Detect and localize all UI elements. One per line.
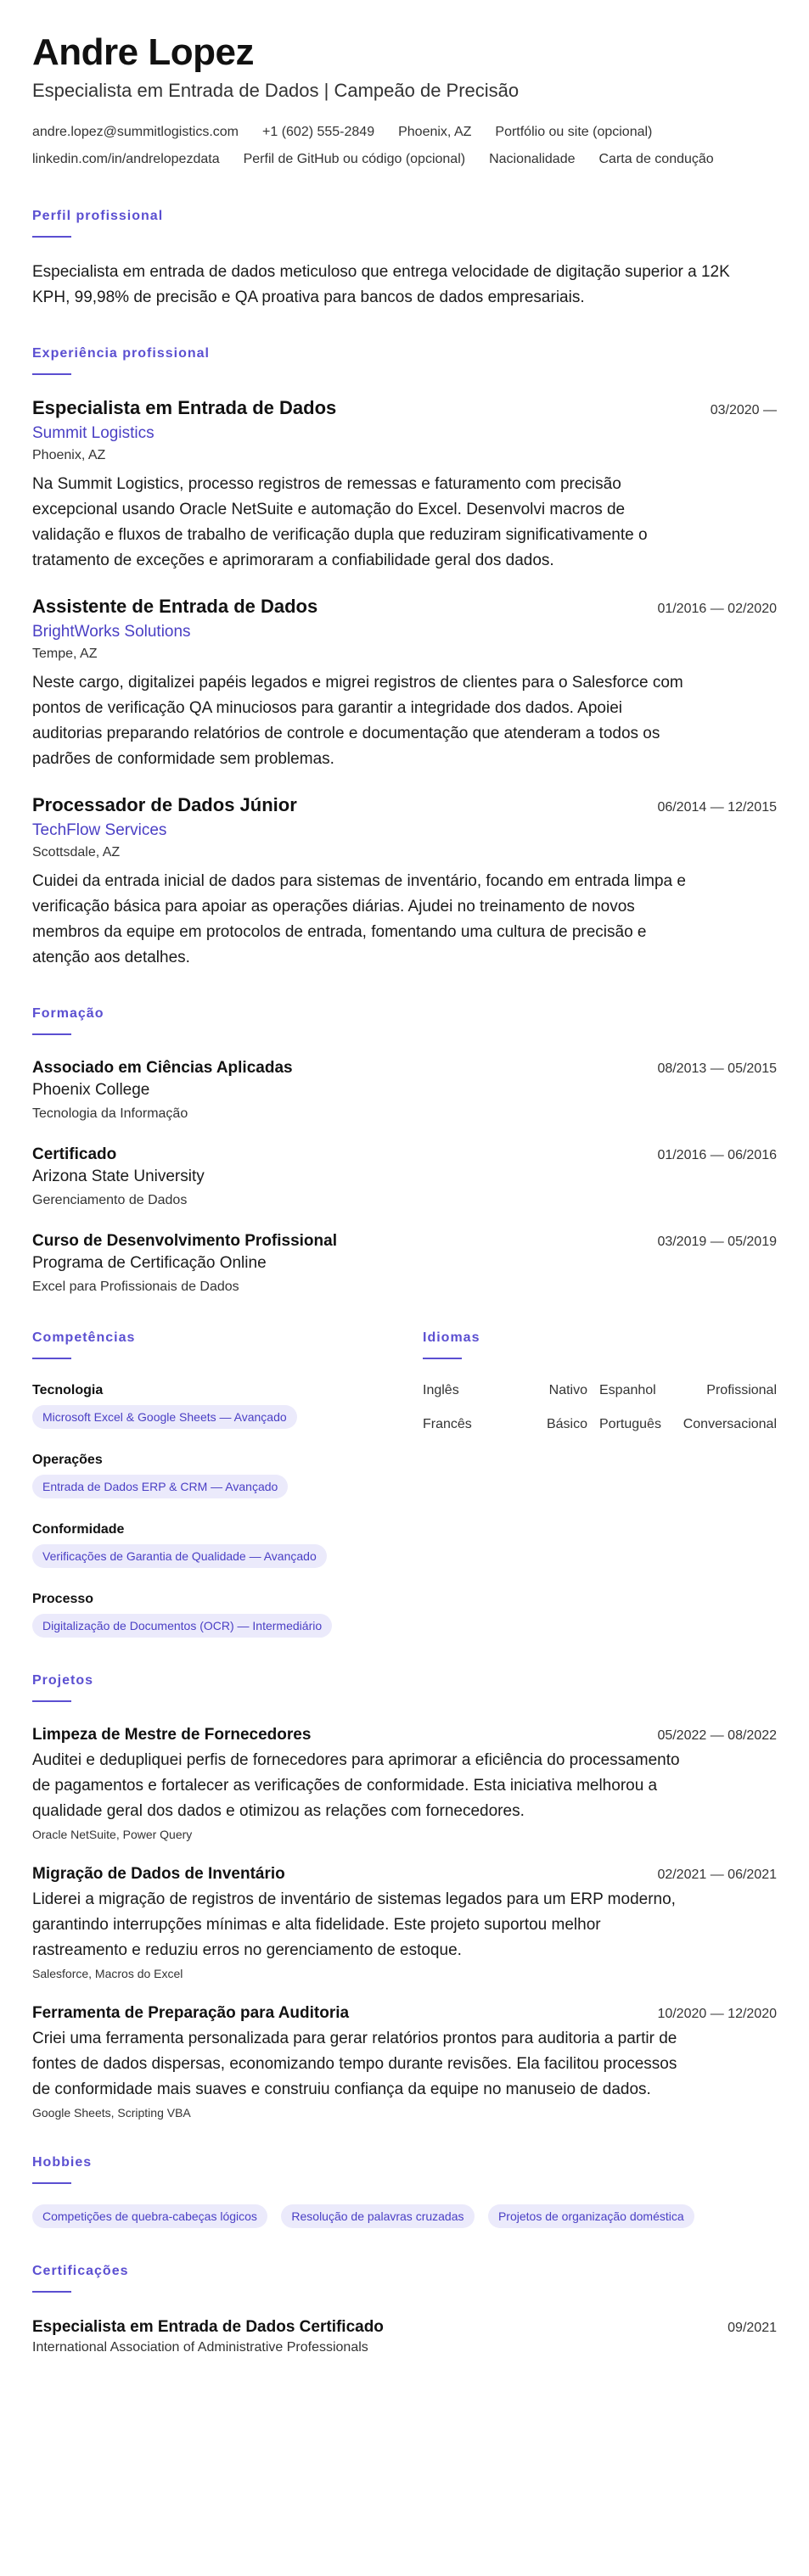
language-level: Nativo bbox=[548, 1383, 587, 1398]
job-description: Cuidei da entrada inicial de dados para sistemas de inventário, focando em entrada limpa e verificação básica para apoiar as operações diárias. Ajudei no treinamento de novos membros da equipe em protocolos de entrada, fomentando uma cultura de precisão e atenção aos detalhes. bbox=[32, 872, 686, 967]
section-divider bbox=[32, 1033, 71, 1035]
education-date: 01/2016 — 06/2016 bbox=[657, 1148, 777, 1163]
experience-entry bbox=[32, 397, 777, 574]
education-entry bbox=[32, 1145, 777, 1208]
school-name: Arizona State University bbox=[32, 1168, 205, 1186]
contact-license: Carta de condução bbox=[598, 152, 714, 167]
contact-phone[interactable]: +1 (602) 555-2849 bbox=[262, 125, 375, 140]
education-date: 03/2019 — 05/2019 bbox=[657, 1235, 777, 1250]
project-date: 10/2020 — 12/2020 bbox=[657, 2007, 777, 2022]
skill-group bbox=[32, 1453, 423, 1498]
degree-name: Certificado bbox=[32, 1145, 117, 1164]
project-entry bbox=[32, 2004, 777, 2120]
language-level: Básico bbox=[546, 1417, 587, 1432]
certification-org: International Association of Administrative Professionals bbox=[32, 2340, 368, 2355]
contact-portfolio[interactable]: Portfólio ou site (opcional) bbox=[495, 125, 653, 140]
field-of-study: Gerenciamento de Dados bbox=[32, 1193, 188, 1208]
hobby-pill: Resolução de palavras cruzadas bbox=[281, 2204, 474, 2228]
project-tools: Google Sheets, Scripting VBA bbox=[32, 2106, 191, 2120]
hobby-list bbox=[32, 2198, 777, 2228]
job-date: 06/2014 — 12/2015 bbox=[657, 800, 777, 815]
section-title: Hobbies bbox=[32, 2155, 93, 2170]
project-date: 05/2022 — 08/2022 bbox=[657, 1728, 777, 1744]
job-title: Assistente de Entrada de Dados bbox=[32, 596, 318, 618]
skill-pill: Verificações de Garantia de Qualidade — Avançado bbox=[32, 1544, 327, 1568]
hobby-pill: Competições de quebra-cabeças lógicos bbox=[32, 2204, 267, 2228]
job-date: 03/2020 — bbox=[710, 403, 777, 418]
section-title: Experiência profissional bbox=[32, 346, 210, 361]
company-name: TechFlow Services bbox=[32, 821, 167, 840]
skill-group-name: Operações bbox=[32, 1453, 103, 1468]
section-divider bbox=[32, 1358, 71, 1359]
skill-group-name: Conformidade bbox=[32, 1522, 125, 1537]
company-name: Summit Logistics bbox=[32, 424, 154, 443]
skill-pill: Entrada de Dados ERP & CRM — Avançado bbox=[32, 1475, 288, 1498]
section-title: Projetos bbox=[32, 1673, 94, 1688]
project-date: 02/2021 — 06/2021 bbox=[657, 1868, 777, 1883]
job-location: Phoenix, AZ bbox=[32, 448, 106, 463]
section-divider bbox=[32, 2182, 71, 2184]
language-name: Português bbox=[599, 1417, 661, 1432]
section-divider bbox=[32, 2291, 71, 2293]
contact-email[interactable]: andre.lopez@summitlogistics.com bbox=[32, 125, 239, 140]
project-description: Criei uma ferramenta personalizada para gerar relatórios prontos para auditoria a partir de fontes de dados dispersas, economizando tempo durante revisões. Ela facilitou processos de conformidade mais suaves e construiu confiança da equipe no manuseio de dados. bbox=[32, 2030, 677, 2099]
skill-group-name: Tecnologia bbox=[32, 1383, 104, 1398]
language-name: Inglês bbox=[423, 1383, 459, 1398]
language-level: Conversacional bbox=[683, 1417, 777, 1432]
job-description: Na Summit Logistics, processo registros de remessas e faturamento com precisão excepcional usando Oracle NetSuite e automação do Excel. Desenvolvi macros de validação e fluxos de trabalho de verificação dupla que reduziram significativamente o tratamento de exceções e aprimoraram a confiabilidade geral dos dados. bbox=[32, 475, 648, 570]
contact-location: Phoenix, AZ bbox=[398, 125, 472, 140]
section-title: Perfil profissional bbox=[32, 209, 164, 224]
field-of-study: Tecnologia da Informação bbox=[32, 1106, 188, 1122]
degree-name: Associado em Ciências Aplicadas bbox=[32, 1059, 293, 1078]
skill-pill: Microsoft Excel & Google Sheets — Avançado bbox=[32, 1405, 297, 1429]
job-description: Neste cargo, digitalizei papéis legados e migrei registros de clientes para o Salesforce com pontos de verificação QA minuciosos para garantir a integridade dos dados. Apoiei auditorias preparando relatórios de controle e documentação que atenderam a todos os padrões de conformidade sem problemas. bbox=[32, 674, 683, 769]
skills-section bbox=[32, 1330, 423, 1638]
project-tools: Salesforce, Macros do Excel bbox=[32, 1967, 183, 1981]
resume-header bbox=[32, 32, 777, 173]
skills-languages-row bbox=[32, 1330, 777, 1638]
languages-section bbox=[423, 1330, 777, 1638]
job-title: Especialista em Entrada de Dados bbox=[32, 397, 337, 419]
section-title: Formação bbox=[32, 1006, 104, 1022]
experience-entry bbox=[32, 596, 777, 772]
school-name: Programa de Certificação Online bbox=[32, 1254, 267, 1273]
school-name: Phoenix College bbox=[32, 1081, 150, 1100]
project-title: Ferramenta de Preparação para Auditoria bbox=[32, 2004, 350, 2023]
section-divider bbox=[32, 373, 71, 375]
section-title: Competências bbox=[32, 1330, 136, 1346]
section-title: Certificações bbox=[32, 2264, 129, 2279]
project-entry bbox=[32, 1865, 777, 1980]
education-date: 08/2013 — 05/2015 bbox=[657, 1061, 777, 1077]
hobbies-section bbox=[32, 2155, 777, 2228]
section-title: Idiomas bbox=[423, 1330, 480, 1346]
skill-group bbox=[32, 1592, 423, 1638]
project-description: Liderei a migração de registros de inventário de sistemas legados para um ERP moderno, garantindo interrupções mínimas e alta fidelidade. Este projeto suportou melhor rastreamento e reduziu erros no gerenciamento de estoque. bbox=[32, 1890, 676, 1960]
education-entry bbox=[32, 1059, 777, 1122]
section-divider bbox=[32, 236, 71, 238]
projects-section bbox=[32, 1673, 777, 2120]
experience-section bbox=[32, 346, 777, 971]
language-list bbox=[423, 1381, 777, 1434]
skill-group bbox=[32, 1522, 423, 1568]
contact-github[interactable]: Perfil de GitHub ou código (opcional) bbox=[243, 152, 466, 167]
degree-name: Curso de Desenvolvimento Profissional bbox=[32, 1232, 337, 1251]
project-tools: Oracle NetSuite, Power Query bbox=[32, 1828, 193, 1842]
language-level: Profissional bbox=[706, 1383, 777, 1398]
contact-list bbox=[32, 119, 762, 173]
section-divider bbox=[32, 1700, 71, 1702]
job-location: Scottsdale, AZ bbox=[32, 845, 121, 860]
certification-name: Especialista em Entrada de Dados Certificado bbox=[32, 2318, 384, 2337]
certifications-section bbox=[32, 2264, 777, 2355]
contact-linkedin[interactable]: linkedin.com/in/andrelopezdata bbox=[32, 152, 220, 167]
candidate-headline: Especialista em Entrada de Dados | Campeão de Precisão bbox=[32, 80, 520, 102]
language-name: Espanhol bbox=[599, 1383, 656, 1398]
certification-entry bbox=[32, 2318, 777, 2355]
education-entry bbox=[32, 1232, 777, 1295]
skill-group bbox=[32, 1383, 423, 1429]
summary-text: Especialista em entrada de dados meticuloso que entrega velocidade de digitação superior a 12K KPH, 99,98% de precisão e QA proativa para bancos de dados empresariais. bbox=[32, 263, 730, 307]
language-name: Francês bbox=[423, 1417, 472, 1432]
certification-date: 09/2021 bbox=[728, 2321, 777, 2336]
field-of-study: Excel para Profissionais de Dados bbox=[32, 1280, 239, 1295]
candidate-name: Andre Lopez bbox=[32, 31, 254, 73]
education-section bbox=[32, 1006, 777, 1295]
job-location: Tempe, AZ bbox=[32, 647, 98, 662]
project-title: Limpeza de Mestre de Fornecedores bbox=[32, 1726, 312, 1744]
section-divider bbox=[423, 1358, 462, 1359]
project-description: Auditei e dedupliquei perfis de fornecedores para aprimorar a eficiência do processamento de pagamentos e fortalecer as verificações de conformidade. Esta iniciativa melhorou a qualidade geral dos dados e otimizou as relações com fornecedores. bbox=[32, 1751, 680, 1821]
contact-nationality: Nacionalidade bbox=[489, 152, 576, 167]
job-title: Processador de Dados Júnior bbox=[32, 794, 297, 816]
skill-group-name: Processo bbox=[32, 1592, 94, 1607]
company-name: BrightWorks Solutions bbox=[32, 623, 191, 641]
job-date: 01/2016 — 02/2020 bbox=[657, 602, 777, 617]
summary-section bbox=[32, 209, 777, 311]
project-entry bbox=[32, 1726, 777, 1841]
skill-pill: Digitalização de Documentos (OCR) — Intermediário bbox=[32, 1614, 332, 1638]
experience-entry bbox=[32, 794, 777, 971]
project-title: Migração de Dados de Inventário bbox=[32, 1865, 285, 1884]
hobby-pill: Projetos de organização doméstica bbox=[488, 2204, 694, 2228]
